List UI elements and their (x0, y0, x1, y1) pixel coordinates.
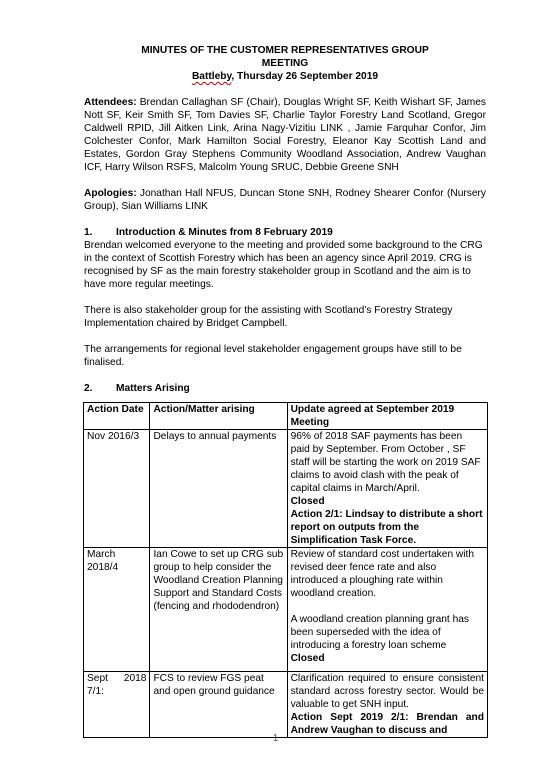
header-action-matter: Action/Matter arising (150, 403, 287, 430)
matters-arising-table (83, 402, 488, 738)
row2-update-text: Review of standard cost undertaken with revised deer fence rate and also introduced a ploughing rate within woodland creation. (290, 549, 475, 599)
table-row (84, 430, 488, 548)
section-2-number: 2. (84, 383, 93, 394)
section-1-heading (84, 226, 486, 239)
row2-closed: Closed (290, 653, 325, 664)
section-1-title: Introduction & Minutes from 8 February 2019 (116, 227, 333, 238)
apologies-paragraph (84, 187, 486, 213)
intro-paragraph-3: The arrangements for regional level stakeholder engagement groups have still to be finalised. (84, 344, 462, 368)
row1-update (287, 430, 487, 548)
row3-date-month: Sept (87, 673, 108, 684)
section-2-title: Matters Arising (116, 383, 190, 394)
section-1-number: 1. (84, 227, 93, 238)
meeting-date: , Thursday 26 September 2019 (231, 71, 379, 82)
header-action-date: Action Date (84, 403, 150, 430)
row1-update-text: 96% of 2018 SAF payments has been paid by September. From October , SF staff will be starting the work on 2019 SAF claims to avoid clash with the peak of capital claims in March/April. (290, 431, 481, 494)
apologies-text: Jonathan Hall NFUS, Duncan Stone SNH, Rodney Shearer Confor (Nursery Group), Sian Williams LINK (84, 188, 486, 212)
row3-action: FCS to review FGS peat and open ground guidance (150, 672, 287, 738)
row2-update (287, 548, 487, 672)
page-number: 1 (272, 733, 279, 744)
document-body (84, 44, 486, 738)
row3-date (84, 672, 150, 738)
row2-action: Ian Cowe to set up CRG sub group to help consider the Woodland Creation Planning Support and Standard Costs (fencing and rhododendron) (150, 548, 287, 672)
row3-update (287, 672, 487, 738)
section-2-heading (84, 382, 486, 395)
table-row (84, 548, 488, 672)
row1-date: Nov 2016/3 (84, 430, 150, 548)
minutes-title-line1: MINUTES OF THE CUSTOMER REPRESENTATIVES GROUP (141, 45, 429, 56)
attendees-text: Brendan Callaghan SF (Chair), Douglas Wright SF, Keith Wishart SF, James Nott SF, Keir Smith SF, Tom Davies SF, Charlie Taylor Forestry Land Scotland, Gregor Caldwell RPID, Jill Aitken Link, Arina Nagy-Vizitiu LINK , Jamie Farquhar Confor, Jim Colchester Confor, Mark Hamilton Social Forestry, Eleanor Kay Scottish Land and Estates, Gordon Gray Stephens Community Woodland Association, Andrew Vaughan ICF, Harry Wilson RSFS, Malcolm Young SRUC, Debbie Greene SNH (84, 97, 486, 173)
intro-paragraph-1: Brendan welcomed everyone to the meeting and provided some background to the CRG in the context of Scottish Forestry which has been an agency since April 2019. CRG is recognised by SF as the main forestry stakeholder group in Scotland and the aim is to have more regular meetings. (84, 240, 483, 290)
row3-date-ref: 7/1: (87, 686, 104, 697)
row1-action-item: Action 2/1: Lindsay to distribute a short report on outputs from the Simplification Task Force. (290, 509, 483, 546)
table-header-row (84, 403, 488, 430)
row3-update-text: Clarification required to ensure consistent standard across forestry sector. Would be valuable to get SNH input. (290, 673, 484, 710)
minutes-title-line2: MEETING (261, 58, 309, 69)
row2-date: March 2018/4 (84, 548, 150, 672)
apologies-label: Apologies: (84, 188, 137, 199)
row3-date-year: 2018 (123, 673, 147, 684)
row1-closed: Closed (290, 496, 325, 507)
attendees-label: Attendees: (84, 97, 137, 108)
attendees-paragraph (84, 96, 486, 174)
header-update: Update agreed at September 2019 Meeting (287, 403, 487, 430)
intro-paragraph-2: There is also stakeholder group for the assisting with Scotland’s Forestry Strategy Implementation chaired by Bridget Campbell. (84, 305, 453, 329)
meeting-location: Battleby (191, 71, 232, 82)
row2-update-text-2: A woodland creation planning grant has been superseded with the idea of introducing a forestry loan scheme (290, 614, 469, 651)
table-row (84, 672, 488, 738)
row3-action-item: Action Sept 2019 2/1: Brendan and Andrew Vaughan to discuss and (290, 712, 484, 736)
row1-action: Delays to annual payments (150, 430, 287, 548)
meeting-location-date (84, 70, 486, 83)
